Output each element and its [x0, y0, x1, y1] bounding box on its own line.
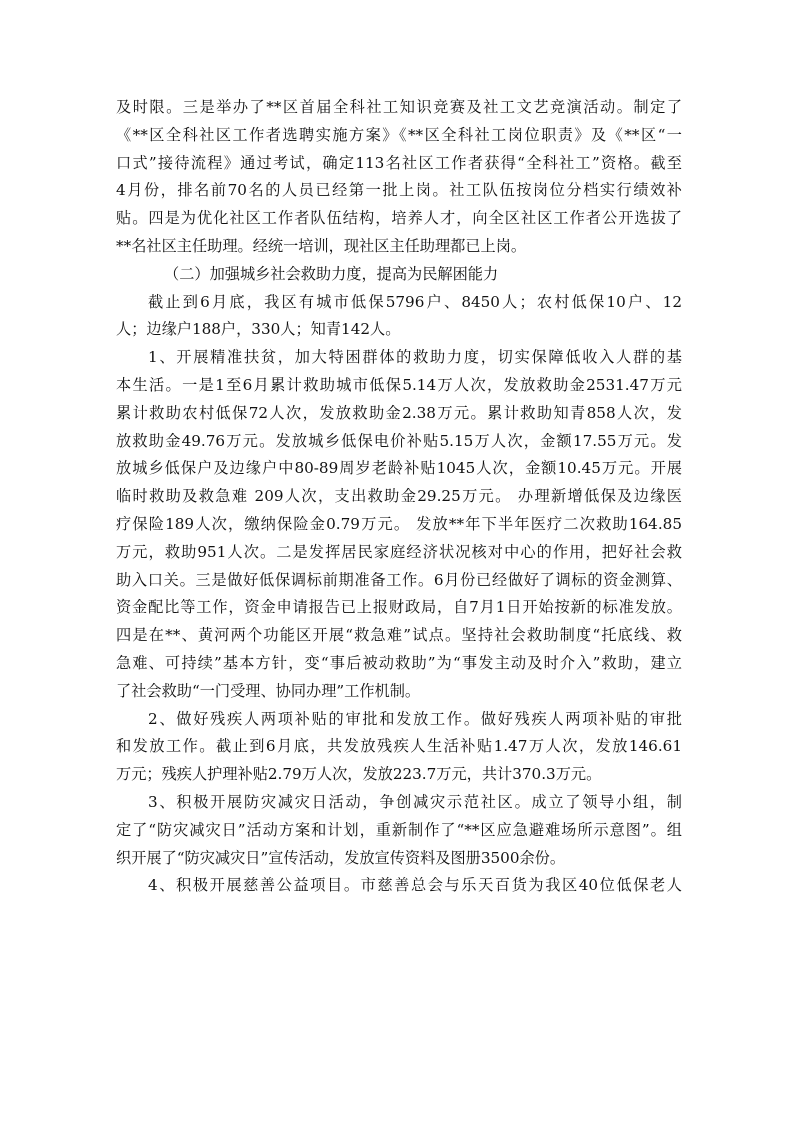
text-line: （二）加强城乡社会救助力度，提高为民解困能力: [164, 264, 499, 283]
text-line: 资金配比等工作，资金申请报告已上报财政局，自7月1日开始按新的标准发放。: [116, 598, 682, 617]
text-line: 助入口关。三是做好低保调标前期准备工作。6月份已经做好了调标的资金测算、: [116, 570, 682, 589]
text-line: 1、开展精准扶贫，加大特困群体的救助力度，切实保障低收入人群的基: [148, 348, 682, 367]
text-line: 临时救助及救急难 209人次，支出救助金29.25万元。 办理新增低保及边缘医: [116, 487, 682, 506]
text-line: 定了“防灾减灾日”活动方案和计划，重新制作了“**区应急避难场所示意图”。组: [116, 820, 682, 839]
text-line: 和发放工作。截止到6月底，共发放残疾人生活补贴1.47万人次，发放146.61: [116, 737, 682, 756]
text-line: 放城乡低保户及边缘户中80-89周岁老龄补贴1045人次，金额10.45万元。开展: [116, 459, 682, 478]
text-line: 万元，救助951人次。二是发挥居民家庭经济状况核对中心的作用，把好社会救: [116, 542, 682, 561]
text-line: 贴。四是为优化社区工作者队伍结构，培养人才，向全区社区工作者公开选拔了: [116, 209, 682, 228]
text-line: 人；边缘户188户，330人；知青142人。: [116, 320, 401, 339]
text-line: 累计救助农村低保72人次，发放救助金2.38万元。累计救助知青858人次，发: [116, 403, 682, 422]
text-line: 及时限。三是举办了**区首届全科社工知识竞赛及社工文艺竞演活动。制定了: [116, 98, 682, 116]
text-line: 万元；残疾人护理补贴2.79万人次，发放223.7万元，共计370.3万元。: [116, 765, 602, 784]
document-page: [116, 94, 682, 900]
text-line: 急难、可持续”基本方针，变“事后被动救助”为“事发主动及时介入”救助，建立: [116, 653, 682, 672]
text-line: 口式”接待流程》通过考试，确定113名社区工作者获得“全科社工”资格。截至: [116, 153, 682, 172]
text-line: 3、积极开展防灾减灾日活动，争创减灾示范社区。成立了领导小组，制: [148, 792, 682, 811]
text-line: 4、积极开展慈善公益项目。市慈善总会与乐天百货为我区40位低保老人: [148, 876, 682, 895]
text-line: 了社会救助“一门受理、协同办理”工作机制。: [116, 681, 421, 700]
text-line: 疗保险189人次，缴纳保险金0.79万元。 发放**年下半年医疗二次救助164.85: [116, 514, 682, 533]
text-line: 织开展了“防灾减灾日”宣传活动，发放宣传资料及图册3500余份。: [116, 848, 566, 867]
text-line: 截止到6月底，我区有城市低保5796户、8450人；农村低保10户、12: [148, 292, 682, 311]
text-line: 2、做好残疾人两项补贴的审批和发放工作。做好残疾人两项补贴的审批: [148, 709, 682, 728]
text-line: 四是在**、黄河两个功能区开展“救急难”试点。坚持社会救助制度“托底线、救: [116, 626, 682, 645]
text-line: 放救助金49.76万元。发放城乡低保电价补贴5.15万人次，金额17.55万元。发: [116, 431, 682, 450]
text-line: **名社区主任助理。经统一培训，现社区主任助理都已上岗。: [116, 236, 527, 255]
text-line: 《**区全科社区工作者选聘实施方案》《**区全科社工岗位职责》及《**区“一: [116, 125, 682, 144]
text-line: 本生活。一是1至6月累计救助城市低保5.14万人次，发放救助金2531.47万元: [116, 375, 682, 394]
text-line: 4月份，排名前70名的人员已经第一批上岗。社工队伍按岗位分档实行绩效补: [116, 181, 682, 200]
